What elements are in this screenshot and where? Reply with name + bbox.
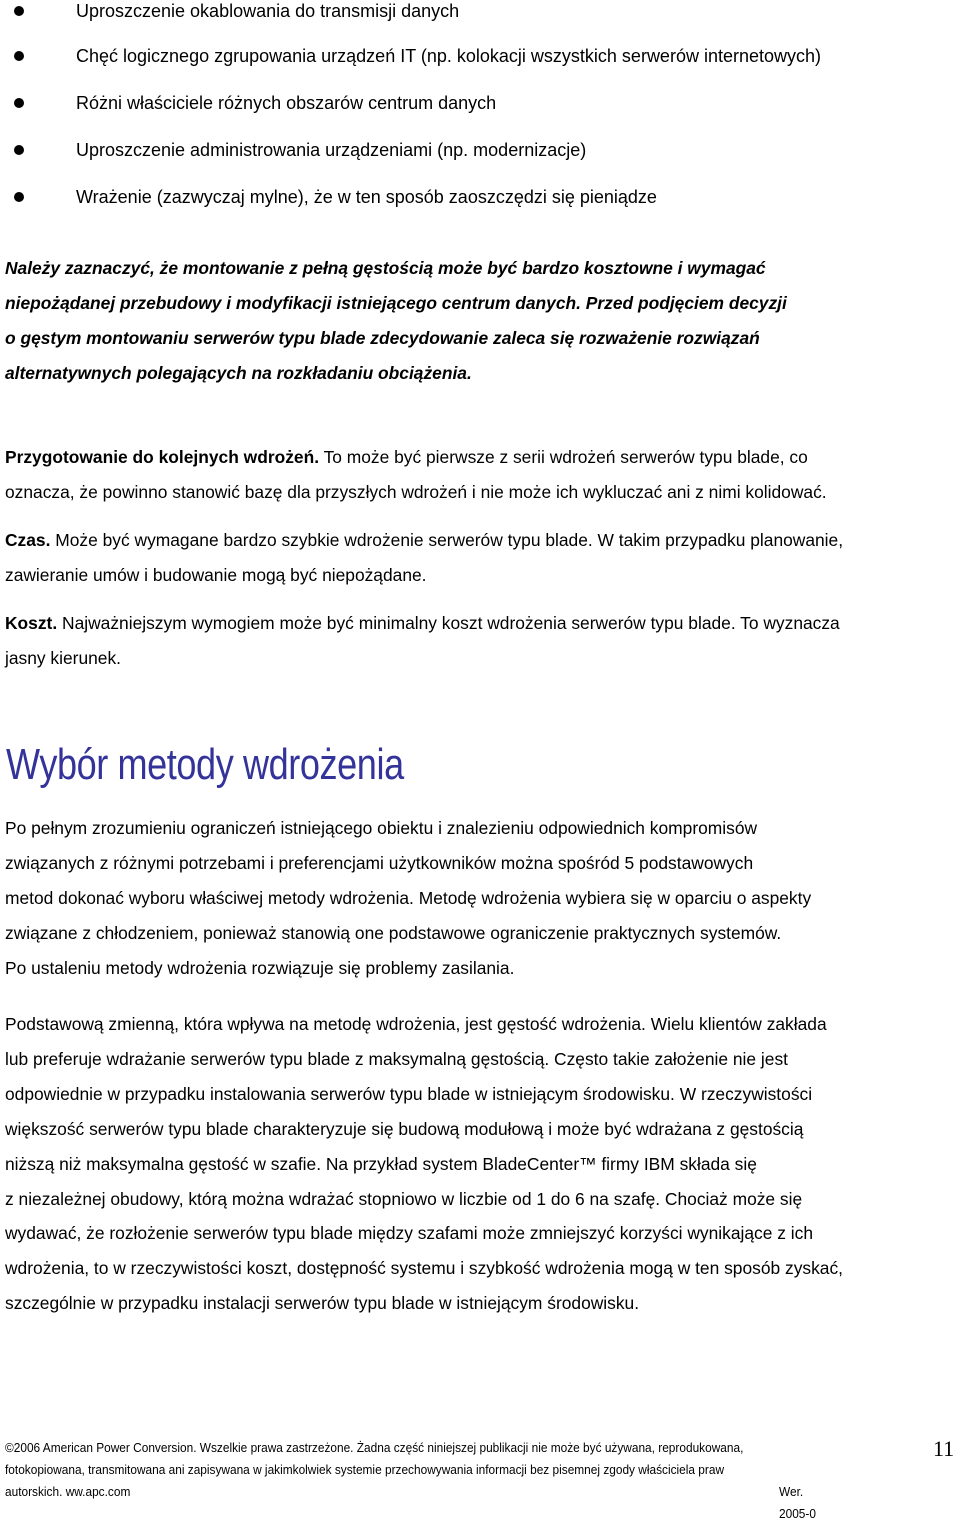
footer-copyright-line: ©2006 American Power Conversion. Wszelkie prawa zastrzeżone. Żadna część niniejszej publikacji nie może być używana, reprodukowana, xyxy=(5,1440,744,1455)
paragraph-line: wdrożenia, to w rzeczywistości koszt, dostępność systemu i szybkość wdrożenia mogą w ten sposób zyskać, xyxy=(5,1258,843,1279)
paragraph-method-selection xyxy=(5,811,960,986)
item-label: Przygotowanie do kolejnych wdrożeń. xyxy=(5,447,320,467)
item-text: zawieranie umów i budowanie mogą być niepożądane. xyxy=(5,564,427,585)
bullet-dot-icon xyxy=(14,6,24,16)
paragraph-line: Po pełnym zrozumieniu ograniczeń istniejącego obiektu i znalezieniu odpowiednich kompromisów xyxy=(5,818,758,838)
paragraph-line: z niezależnej obudowy, którą można wdrażać stopniowo w liczbie od 1 do 6 na szafę. Chociaż może się xyxy=(5,1188,803,1209)
note-line: Należy zaznaczyć, że montowanie z pełną gęstością może być bardzo kosztowne i wymagać xyxy=(5,258,766,278)
paragraph-line: odpowiednie w przypadku instalowania serwerów typu blade w istniejącym środowisku. W rzeczywistości xyxy=(5,1083,813,1104)
footer-copyright-line: autorskich. ww.apc.com xyxy=(5,1484,131,1499)
item-text: Najważniejszym wymogiem może być minimalny koszt wdrożenia serwerów typu blade. To wyznacza xyxy=(57,613,840,633)
paragraph-line: wydawać, że rozłożenie serwerów typu blade między szafami może zmniejszyć korzyści wynikające z ich xyxy=(5,1223,813,1244)
item-text: jasny kierunek. xyxy=(5,647,121,668)
bullet-text: Uproszczenie administrowania urządzeniami (np. modernizacje) xyxy=(76,140,587,160)
page-number: 11 xyxy=(933,1436,955,1461)
bullet-text: Uproszczenie okablowania do transmisji danych xyxy=(76,1,460,21)
section-heading: Wybór metody wdrożenia xyxy=(6,740,404,789)
bullet-text: Wrażenie (zazwyczaj mylne), że w ten sposób zaoszczędzi się pieniądze xyxy=(76,187,657,207)
paragraph-line: Po ustaleniu metody wdrożenia rozwiązuje się problemy zasilania. xyxy=(5,957,515,978)
paragraph-line: Podstawową zmienną, która wpływa na metodę wdrożenia, jest gęstość wdrożenia. Wielu klientów zakłada xyxy=(5,1014,827,1034)
item-label: Czas. xyxy=(5,530,51,550)
paragraph-line: szczególnie w przypadku instalacji serwerów typu blade w istniejącym środowisku. xyxy=(5,1293,640,1314)
item-time xyxy=(5,523,960,593)
note-line: niepożądanej przebudowy i modyfikacji istniejącego centrum danych. Przed podjęciem decyzji xyxy=(5,292,787,313)
item-text: To może być pierwsze z serii wdrożeń serwerów typu blade, co xyxy=(319,447,808,467)
bullet-dot-icon xyxy=(14,51,24,61)
bullet-text: Chęć logicznego zgrupowania urządzeń IT (np. kolokacji wszystkich serwerów internetowych) xyxy=(76,46,822,66)
note-line: alternatywnych polegających na rozkładaniu obciążenia. xyxy=(5,362,472,383)
item-preparation xyxy=(5,440,960,510)
item-text: oznacza, że powinno stanowić bazę dla przyszłych wdrożeń i nie może ich wykluczać ani z nimi kolidować. xyxy=(5,481,827,502)
paragraph-line: niższą niż maksymalna gęstość w szafie. Na przykład system BladeCenter™ firmy IBM składa się xyxy=(5,1153,757,1174)
item-label: Koszt. xyxy=(5,613,58,633)
footer-version: Wer. 2005-0 xyxy=(779,1484,816,1521)
item-cost xyxy=(5,606,960,676)
paragraph-line: związane z chłodzeniem, ponieważ stanowią one podstawowe ograniczenie praktycznych systemów. xyxy=(5,922,782,943)
paragraph-line: lub preferuje wdrażanie serwerów typu blade z maksymalną gęstością. Często takie założenie nie jest xyxy=(5,1048,788,1069)
note-paragraph xyxy=(5,251,960,391)
footer xyxy=(5,1437,820,1521)
bullet-dot-icon xyxy=(14,98,24,108)
paragraph-line: metod dokonać wyboru właściwej metody wdrożenia. Metodę wdrożenia wybiera się w oparciu o aspekty xyxy=(5,887,812,908)
paragraph-line: związanych z różnymi potrzebami i preferencjami użytkowników można spośród 5 podstawowych xyxy=(5,852,754,873)
paragraph-line: większość serwerów typu blade charakteryzuje się budową modułową i może być wdrażana z gęstością xyxy=(5,1118,804,1139)
note-line: o gęstym montowaniu serwerów typu blade zdecydowanie zaleca się rozważenie rozwiązań xyxy=(5,327,760,348)
item-text: Może być wymagane bardzo szybkie wdrożenie serwerów typu blade. W takim przypadku planowanie, xyxy=(50,530,844,550)
bullet-text: Różni właściciele różnych obszarów centrum danych xyxy=(76,93,497,113)
bullet-dot-icon xyxy=(14,145,24,155)
footer-copyright-line: fotokopiowana, transmitowana ani zapisywana w jakimkolwiek systemie przechowywania informacji bez pisemnej zgody właściciela praw xyxy=(5,1462,725,1477)
paragraph-density xyxy=(5,1007,960,1321)
bullet-dot-icon xyxy=(14,192,24,202)
